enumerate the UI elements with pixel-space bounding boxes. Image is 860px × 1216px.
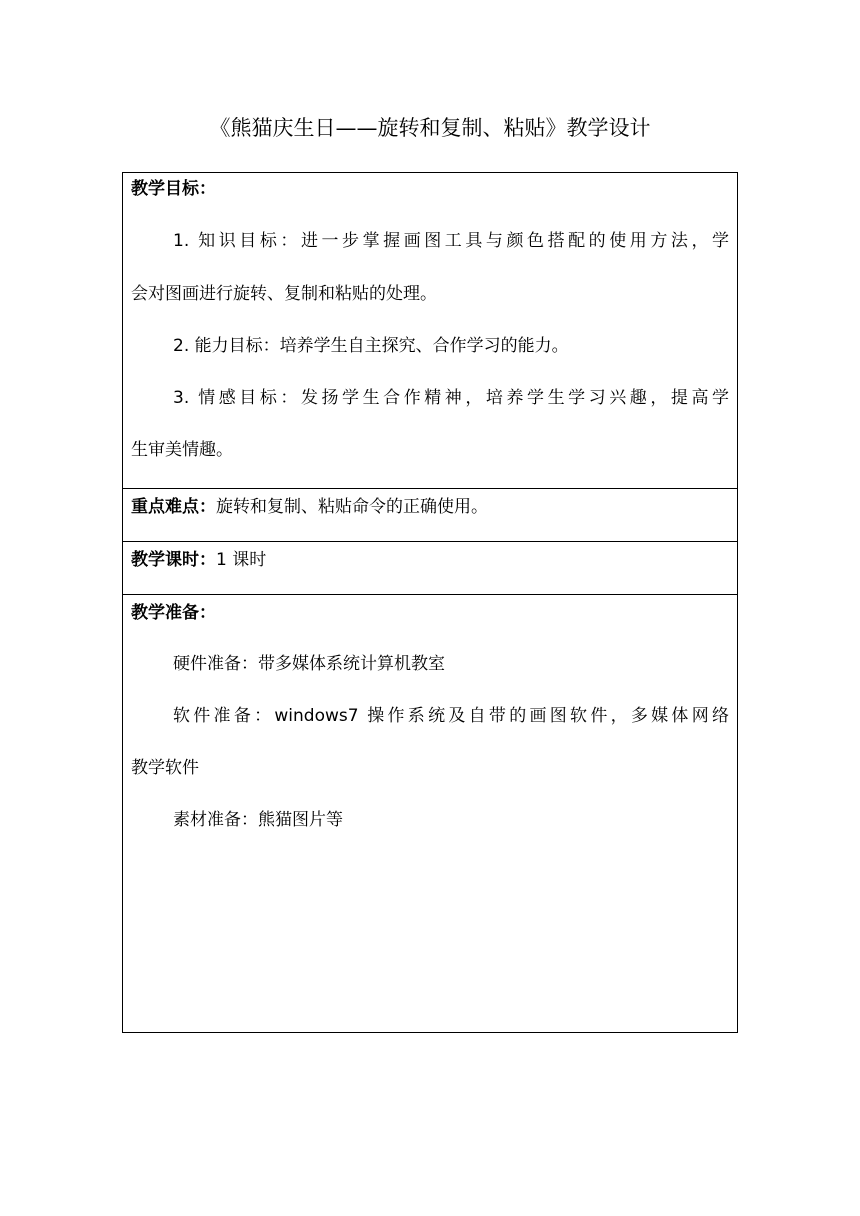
key-points-section xyxy=(123,489,737,542)
preparation-label: 教学准备： xyxy=(131,603,216,623)
class-hours-section xyxy=(123,542,737,595)
software-preparation-line2: 教学软件 xyxy=(131,758,199,778)
hardware-preparation: 硬件准备：带多媒体系统计算机教室 xyxy=(173,654,445,674)
preparation-section xyxy=(123,595,737,1032)
lesson-plan-table xyxy=(122,172,738,1033)
materials-preparation: 素材准备：熊猫图片等 xyxy=(173,810,343,830)
emotion-goal-line2: 生审美情趣。 xyxy=(131,440,233,460)
key-points-row xyxy=(131,494,729,520)
knowledge-goal-line2: 会对图画进行旋转、复制和粘贴的处理。 xyxy=(131,284,437,304)
ability-goal: 2. 能力目标：培养学生自主探究、合作学习的能力。 xyxy=(173,336,569,356)
document-title: 《熊猫庆生日——旋转和复制、粘贴》教学设计 xyxy=(209,116,651,140)
class-hours-label: 教学课时： xyxy=(131,550,216,570)
class-hours-value: 1 课时 xyxy=(216,550,267,570)
software-preparation-line1: 软件准备：windows7 操作系统及自带的画图软件，多媒体网络 xyxy=(173,706,729,726)
key-points-value: 旋转和复制、粘贴命令的正确使用。 xyxy=(216,497,488,517)
teaching-goals-section xyxy=(123,173,737,489)
emotion-goal-line1: 3. 情感目标：发扬学生合作精神，培养学生学习兴趣，提高学 xyxy=(173,388,729,408)
class-hours-row xyxy=(131,547,729,573)
knowledge-goal-line1: 1. 知识目标：进一步掌握画图工具与颜色搭配的使用方法，学 xyxy=(173,231,729,251)
teaching-goals-label: 教学目标： xyxy=(131,179,216,199)
key-points-label: 重点难点： xyxy=(131,497,216,517)
